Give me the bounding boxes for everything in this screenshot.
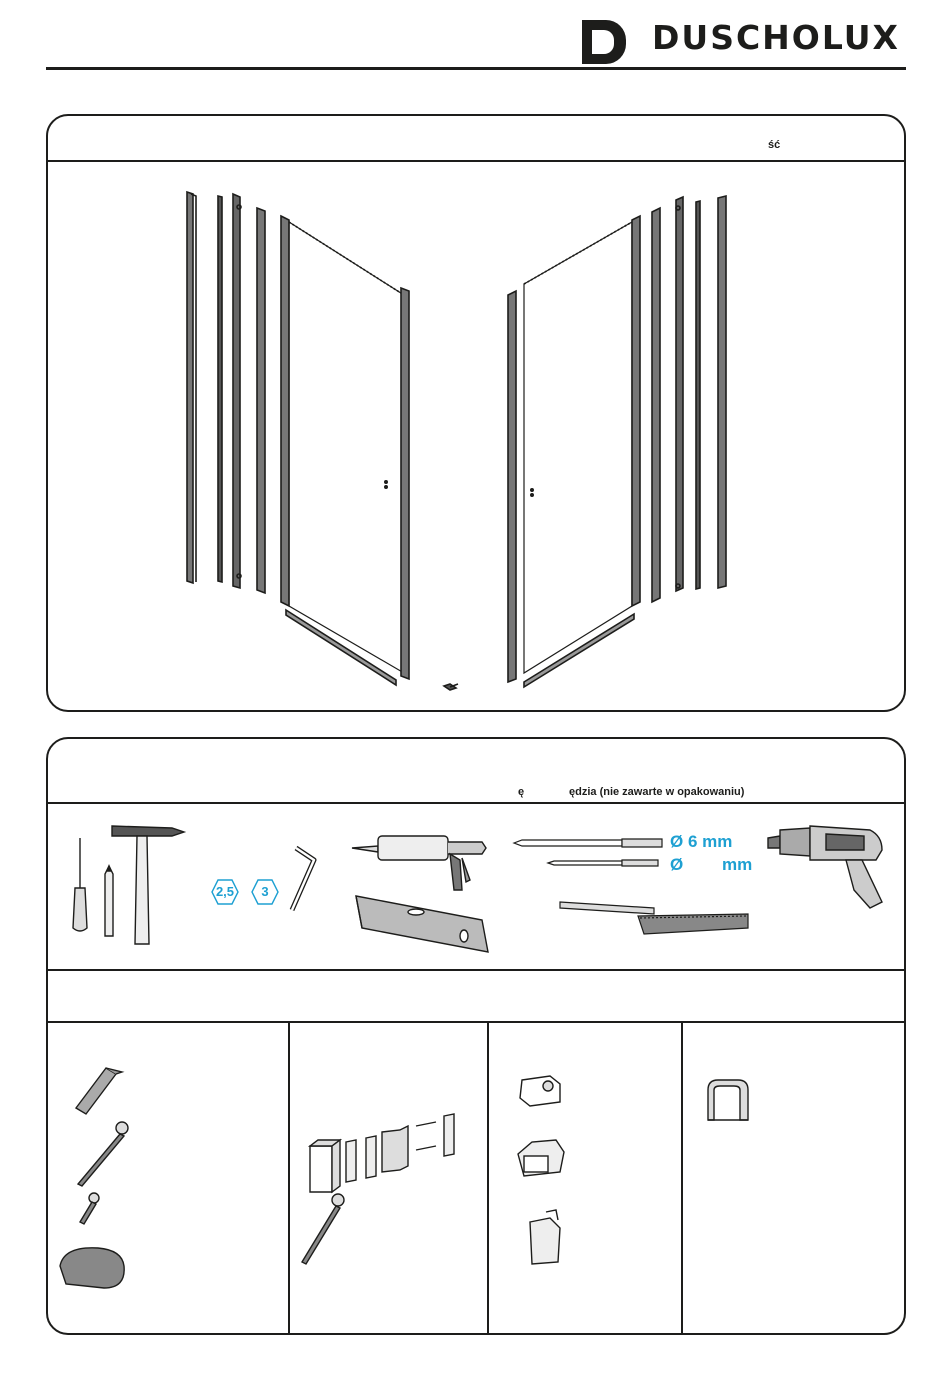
screwdriver-pencil-hammer-icon <box>62 818 192 948</box>
caulking-gun-icon <box>350 822 500 892</box>
tools-title-fragment-2: ędzia (nie zawarte w opakowaniu) <box>569 786 745 798</box>
fittings-column-divider-2 <box>487 1022 489 1334</box>
brand-name: DUSCHOLUX <box>652 18 900 57</box>
header-rule <box>46 67 906 70</box>
fittings-column-divider-3 <box>681 1022 683 1334</box>
tools-title-fragment-1: ę <box>518 786 525 798</box>
brand-logo <box>580 12 910 64</box>
drill-bit-size-1: Ø 6 mm <box>670 832 733 851</box>
tools-fittings-divider <box>47 969 905 971</box>
drill-bit-symbol-2: Ø <box>670 855 684 874</box>
hex-key-icon <box>208 840 338 920</box>
tools-header-divider <box>47 802 905 804</box>
parts-overview-divider <box>47 160 905 162</box>
drill-bit-unit-2: mm <box>722 855 753 874</box>
hinge-fitting-set-icon <box>296 1112 476 1272</box>
spirit-level-icon <box>354 890 494 960</box>
hex-key-size-1: 2,5 <box>215 884 235 899</box>
parts-overview-title: ść <box>768 139 781 151</box>
power-drill-icon <box>766 820 896 910</box>
fittings-header-divider <box>47 1021 905 1023</box>
glass-clip-set-icon <box>510 1072 590 1272</box>
enclosure-exploded-view <box>46 170 906 710</box>
logo-d-icon <box>580 16 628 64</box>
drill-bit-icon <box>512 834 662 874</box>
measuring-tape-icon <box>558 894 758 944</box>
hex-key-size-2: 3 <box>261 884 269 899</box>
wall-plug-and-screws-icon <box>60 1062 160 1302</box>
end-clip-icon <box>704 1076 764 1136</box>
fittings-column-divider-1 <box>288 1022 290 1334</box>
